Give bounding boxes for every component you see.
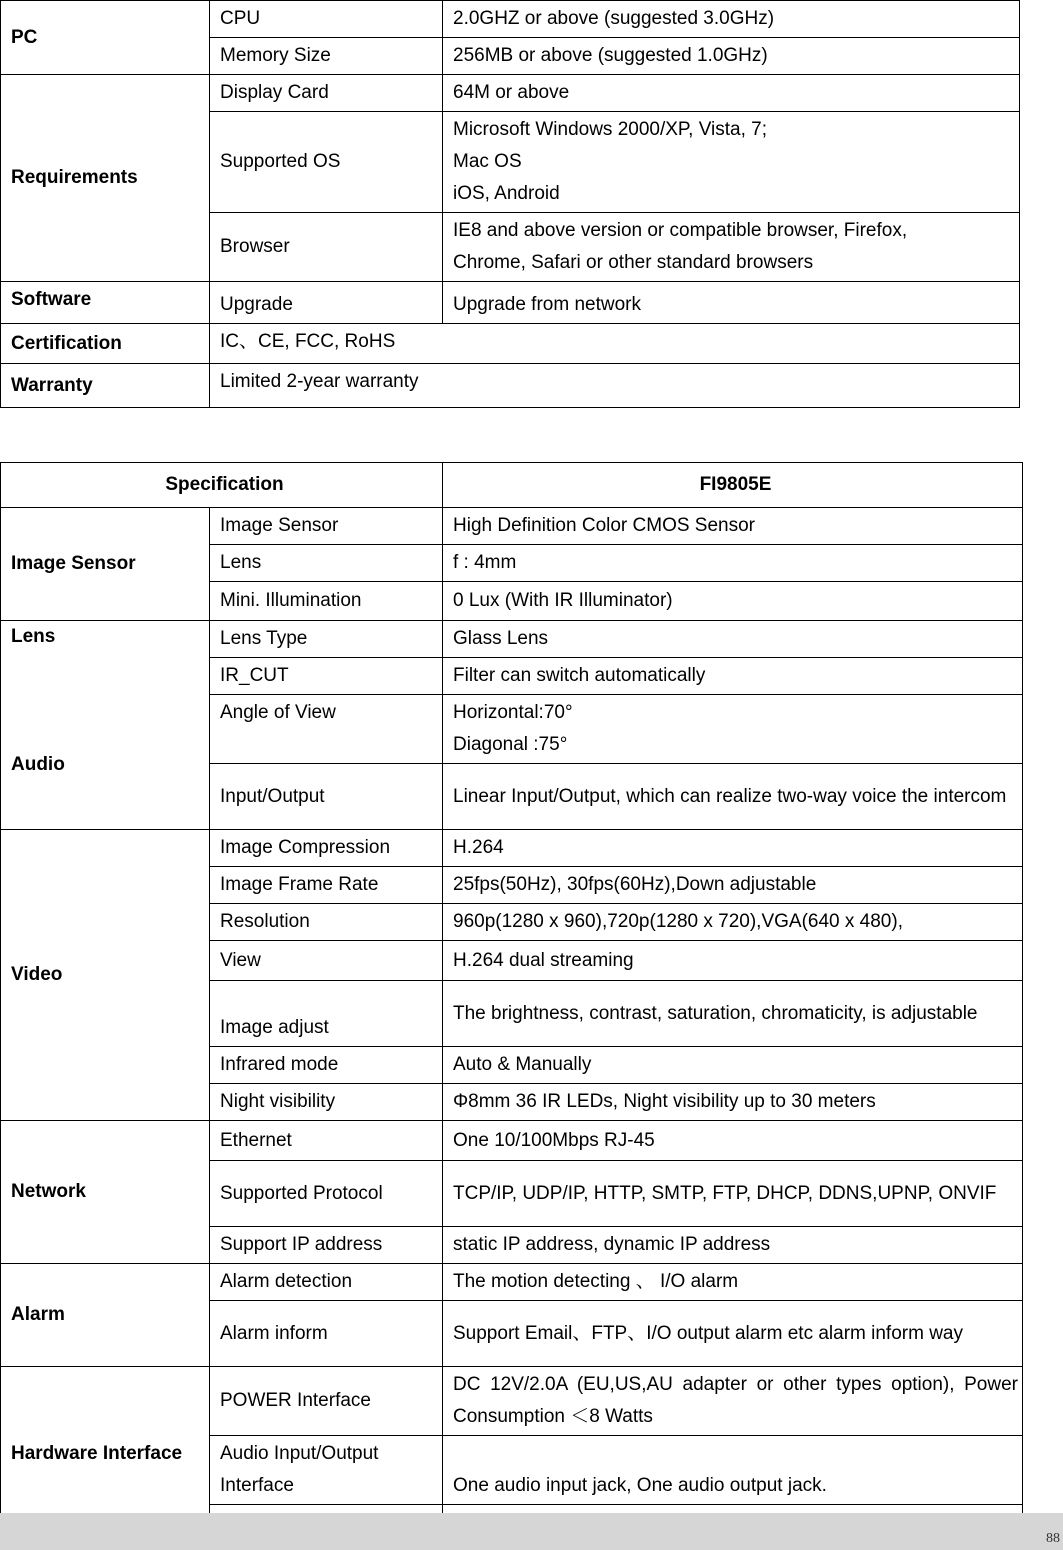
view-label: View	[210, 941, 443, 981]
requirements-table	[0, 0, 1020, 408]
display-card-value: 64M or above	[443, 75, 1020, 112]
resolution-value: 960p(1280 x 960),720p(1280 x 720),VGA(640 x 480),	[443, 904, 1023, 941]
alarm-label: Alarm	[1, 1264, 210, 1367]
upgrade-label: Upgrade	[210, 282, 443, 324]
audio-iface-value: One audio input jack, One audio output jack.	[443, 1436, 1023, 1505]
io-value: Linear Input/Output, which can realize two-way voice the intercom	[443, 764, 1023, 830]
video-label: Video	[1, 830, 210, 1121]
image-sensor-value: High Definition Color CMOS Sensor	[443, 508, 1023, 545]
supported-os-value: Microsoft Windows 2000/XP, Vista, 7; Mac OS iOS, Android	[443, 112, 1020, 213]
ethernet-label: Ethernet	[210, 1121, 443, 1161]
memory-value: 256MB or above (suggested 1.0GHz)	[443, 38, 1020, 75]
night-label: Night visibility	[210, 1084, 443, 1121]
header-model: FI9805E	[443, 463, 1023, 508]
cpu-value: 2.0GHZ or above (suggested 3.0GHz)	[443, 1, 1020, 38]
image-adjust-value: The brightness, contrast, saturation, chromaticity, is adjustable	[443, 981, 1023, 1047]
view-value: H.264 dual streaming	[443, 941, 1023, 981]
certification-value: IC、CE, FCC, RoHS	[210, 324, 1020, 364]
lens-value: f : 4mm	[443, 545, 1023, 582]
framerate-label: Image Frame Rate	[210, 867, 443, 904]
network-label: Network	[1, 1121, 210, 1264]
illumination-label: Mini. Illumination	[210, 582, 443, 621]
power-label: POWER Interface	[210, 1367, 443, 1436]
alarm-detect-label: Alarm detection	[210, 1264, 443, 1301]
compression-label: Image Compression	[210, 830, 443, 867]
ethernet-value: One 10/100Mbps RJ-45	[443, 1121, 1023, 1161]
angle-value: Horizontal:70° Diagonal :75°	[443, 695, 1023, 764]
audio-group-label: Audio	[11, 754, 65, 775]
illumination-value: 0 Lux (With IR Illuminator)	[443, 582, 1023, 621]
page-number: 88	[1046, 1531, 1060, 1546]
page-footer	[0, 1513, 1063, 1550]
specification-table	[0, 462, 1023, 1542]
image-adjust-label: Image adjust	[210, 981, 443, 1047]
infrared-value: Auto & Manually	[443, 1047, 1023, 1084]
display-card-label: Display Card	[210, 75, 443, 112]
hardware-label: Hardware Interface	[1, 1367, 210, 1542]
lens-type-label: Lens Type	[210, 621, 443, 658]
cpu-label: CPU	[210, 1, 443, 38]
lens-group-label: Lens	[11, 626, 56, 647]
alarm-detect-value: The motion detecting 、 I/O alarm	[443, 1264, 1023, 1301]
supported-os-label: Supported OS	[210, 112, 443, 213]
warranty-value: Limited 2-year warranty	[210, 364, 1020, 408]
ipaddr-label: Support IP address	[210, 1227, 443, 1264]
warranty-label: Warranty	[1, 364, 210, 408]
image-sensor-group-label: Image Sensor	[1, 508, 210, 621]
protocol-label: Supported Protocol	[210, 1161, 443, 1227]
protocol-value: TCP/IP, UDP/IP, HTTP, SMTP, FTP, DHCP, DDNS,UPNP, ONVIF	[443, 1161, 1023, 1227]
resolution-label: Resolution	[210, 904, 443, 941]
angle-label: Angle of View	[210, 695, 443, 764]
browser-label: Browser	[210, 213, 443, 282]
ipaddr-value: static IP address, dynamic IP address	[443, 1227, 1023, 1264]
requirements-label: Requirements	[1, 75, 210, 282]
alarm-inform-value: Support Email、FTP、I/O output alarm etc alarm inform way	[443, 1301, 1023, 1367]
compression-value: H.264	[443, 830, 1023, 867]
upgrade-value: Upgrade from network	[443, 282, 1020, 324]
browser-value: IE8 and above version or compatible browser, Firefox, Chrome, Safari or other standard browsers	[443, 213, 1020, 282]
memory-label: Memory Size	[210, 38, 443, 75]
ircut-label: IR_CUT	[210, 658, 443, 695]
pc-label: PC	[1, 1, 210, 75]
framerate-value: 25fps(50Hz), 30fps(60Hz),Down adjustable	[443, 867, 1023, 904]
lens-label: Lens	[210, 545, 443, 582]
lens-type-value: Glass Lens	[443, 621, 1023, 658]
image-sensor-label: Image Sensor	[210, 508, 443, 545]
certification-label: Certification	[1, 324, 210, 364]
alarm-inform-label: Alarm inform	[210, 1301, 443, 1367]
software-label: Software	[1, 282, 210, 324]
header-specification: Specification	[1, 463, 443, 508]
audio-iface-label: Audio Input/Output Interface	[210, 1436, 443, 1505]
io-label: Input/Output	[210, 764, 443, 830]
power-value: DC 12V/2.0A (EU,US,AU adapter or other types option), Power Consumption ＜8 Watts	[443, 1367, 1023, 1436]
ircut-value: Filter can switch automatically	[443, 658, 1023, 695]
lens-audio-group	[1, 621, 210, 830]
night-value: Φ8mm 36 IR LEDs, Night visibility up to 30 meters	[443, 1084, 1023, 1121]
infrared-label: Infrared mode	[210, 1047, 443, 1084]
